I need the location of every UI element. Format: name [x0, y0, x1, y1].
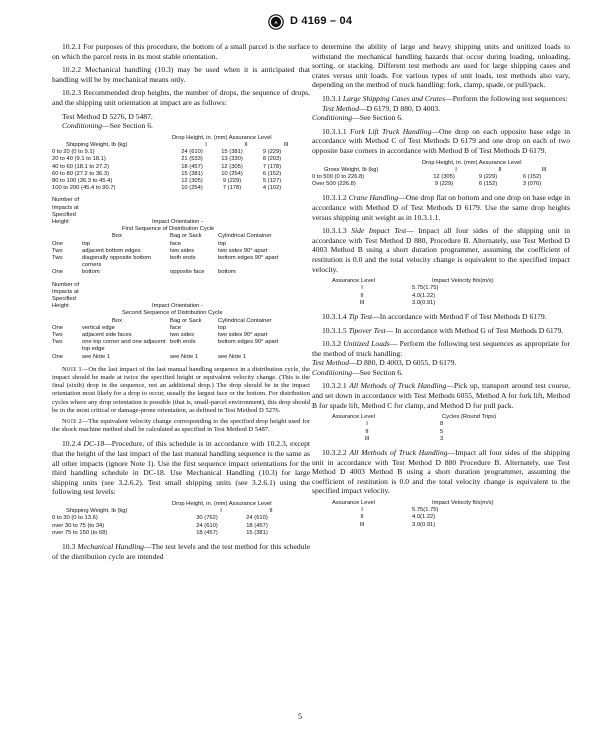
- table-cell: 5: [440, 428, 444, 435]
- note-2: Note 2—The equivalent velocity change corresponding to the specified drop height used for the shock machine method shall be calculated as specified in Test Method D 5487.: [52, 418, 310, 434]
- table-row: [52, 255, 310, 269]
- table-cell: 15 (381): [221, 149, 243, 156]
- paragraph: 10.3.2.1 All Methods of Truck Handling—Pick up, transport around test course, and set down in accordance with Test Methods 6055, Method A for fork lift, Method B for spade lift, Method C for clamp, and Method D for pull pack.: [312, 381, 571, 410]
- table-cell: 18 (457): [246, 522, 268, 529]
- table-cell: over 75 to 150 (to 68): [52, 529, 108, 536]
- table-cell: both ends: [170, 339, 196, 346]
- table-cell: 9 (229): [434, 181, 454, 188]
- table-cell: III: [359, 299, 365, 306]
- paragraph: 10.3.1 Large Shipping Cases and Crates—Perform the following test sequences:: [322, 93, 568, 103]
- table-cell: III: [364, 435, 370, 442]
- table-cell: 5.75(1.75): [412, 507, 439, 514]
- table-cell: 12 (305): [181, 177, 203, 184]
- table-row: [312, 429, 570, 436]
- paragraph: 10.3.1.5 Tipover Test— In accordance with Method G of Test Methods D 6179.: [322, 325, 564, 335]
- paragraph: 10.2.1 For purposes of this procedure, the bottom of a small parcel is the surface on which the parcel rests in its most stable orientation.: [52, 42, 310, 61]
- table-cell: 6 (152): [262, 170, 282, 177]
- left-column: [52, 42, 310, 565]
- table-cell: adjacent bottom edges: [82, 247, 141, 254]
- table-row: [52, 185, 310, 192]
- paragraph: 10.3.2.2 All Methods of Truck Handling—Impact all four sides of the shipping unit in accordance with Test Method D 880 Procedure B. Alternately, use Test Method D 4003 Method B using a short duration programmer, assuming the coefficient of restitution is 0.0 and the total velocity change is equivalent to the specified impact velocity.: [312, 448, 571, 496]
- cycles-table: Assurance Level Cycles (Round Trips) I 8 II 5 III 3: [312, 414, 570, 443]
- table-cell: opposite face: [170, 269, 205, 276]
- table-cell: 100 to 200 (45.4 to 90.7): [52, 185, 116, 192]
- gross-weight-table: Drop Height, in. (mm) Assurance Level Gross Weight, lb (kg) I II III 0 to 500 (0 to 226.8) 12 (305) 9 (229) 6 (152) Over 500 (226.8) 9 (229) 6 (152) 3 (076): [312, 160, 570, 189]
- table-row: [52, 178, 310, 185]
- table-cell: adjacent side faces: [82, 332, 132, 339]
- table-cell: 6 (152): [478, 181, 498, 188]
- table-cell: 0 to 30 (0 to 13.6): [52, 515, 98, 522]
- table-cell: 18 (457): [196, 529, 218, 536]
- table-cell: Over 500 (226.8): [312, 181, 356, 188]
- table-cell: two sides 90° apart: [218, 332, 268, 339]
- table-cell: diagonally opposite bottom corners: [82, 255, 151, 269]
- table-cell: bottom: [82, 269, 100, 276]
- table-row: [52, 241, 310, 248]
- table-cell: 24 (610): [181, 149, 203, 156]
- table-cell: 8: [440, 421, 444, 428]
- impact-velocity-table-2: Assurance Level Impact Velocity ft/s(m/s) I 5.75(1.75) II 4.0(1.22) III 3.0(0.91): [312, 500, 570, 529]
- paragraph: to determine the ability of large and heavy shipping units and unitized loads to withstand the mechanical handling hazards that occur during loading, unloading, sorting, or stacking. Different test methods are used for large shipping cases and crates versus unit loads. For various types of unit loads, test methods also vary, depending on the method of truck handling: fork, clamp, spade, or pull/pack.: [312, 42, 570, 90]
- table-row: [52, 156, 310, 163]
- svg-text:A: A: [274, 20, 278, 25]
- table-cell: 4.0(1.22): [412, 292, 436, 299]
- table-cell: bottom edges 90° apart: [218, 255, 279, 261]
- table-cell: 10 (254): [221, 170, 243, 177]
- conditioning-line: Conditioning—See Section 6.: [312, 367, 403, 377]
- table-cell: One: [52, 269, 63, 276]
- conditioning-line: Conditioning—See Section 6.: [62, 121, 153, 131]
- table-cell: 12 (305): [433, 173, 455, 180]
- table-cell: III: [359, 521, 365, 528]
- table-cell: I: [361, 285, 363, 292]
- standard-designation: D 4169 – 04: [290, 15, 353, 27]
- table-cell: One: [52, 324, 63, 331]
- table-row: [52, 248, 310, 255]
- table-cell: II: [360, 514, 364, 521]
- table-cell: vertical edge: [82, 324, 115, 331]
- table-cell: I: [366, 421, 368, 428]
- table-cell: bottom: [218, 269, 236, 276]
- table-cell: top: [218, 324, 227, 331]
- table-cell: 40 to 60 (18.1 to 27.2): [52, 163, 110, 170]
- first-sequence-table: Number of Impacts at Specified Height Impact Orientation - First Sequence of Distribution Cycle Box Bag or Sack Cylindrical Container One top face top Two adjacent bottom edges two sides two sides 90° apart Two diagonally opposite bottom corners both ends bottom edges 90° apart One bottom opposite face bottom: [52, 197, 310, 276]
- table-cell: face: [170, 240, 181, 247]
- table-cell: 0 to 20 (0 to 9.1): [52, 149, 95, 156]
- table-cell: 0 to 500 (0 to 226.8): [312, 173, 365, 180]
- table-row: [52, 530, 310, 537]
- table-cell: see Note 1: [82, 353, 111, 360]
- test-method-line: Test Method—D 6179, D 880, D 4003.: [322, 103, 441, 113]
- table-row: [52, 171, 310, 178]
- table-row: [52, 149, 310, 156]
- table-row: [52, 325, 310, 332]
- table-cell: 9 (229): [222, 177, 242, 184]
- table-row: [52, 339, 310, 353]
- table-cell: 12 (305): [221, 163, 243, 170]
- table-row: [312, 522, 570, 529]
- paragraph: 10.3.2 Unitized Loads— Perform the following test sequences as appropriate for the method of truck handling:: [312, 339, 570, 358]
- table-cell: Two: [52, 255, 63, 261]
- paragraph: 10.3 Mechanical Handling—The test levels and the test method for this schedule of the distribution cycle are intended: [52, 542, 311, 561]
- table-row: [52, 164, 310, 171]
- drop-height-table: Drop Height, in. (mm) Assurance Level Shipping Weight, lb (kg) I II III 0 to 20 (0 to 9.1) 24 (610) 15 (381) 9 (229) 20 to 40 (9.1 to 18.1) 21 (533) 13 (330) 8 (203) 40 to 60 (18.1 to 27.2) 18 (457) 12 (305) 7 (178) 60 to 80 (27.2 to 36.3) 15 (381) 10 (254) 6 (152) 80 to 100 (36.3 to 45.4) 12 (305) 9 (229) 5 (127) 100 to 200 (45.4 to 90.7) 10 (254) 7 (178) 4 (102): [52, 135, 310, 193]
- table-cell: both ends: [170, 255, 196, 261]
- table-cell: 3 (076): [522, 181, 542, 188]
- paragraph: 10.3.1.3 Side Impact Test— Impact all four sides of the shipping unit in accordance with Test Method D 880, Procedure B. Alternately, use Test Method D 4003 Method B using a short duration programmer, assuming the coefficient of restitution is 0.0 and the total velocity change is equivalent to the specified impact velocity.: [312, 226, 571, 274]
- table-row: [312, 293, 570, 300]
- table-cell: 15 (381): [181, 170, 203, 177]
- table-cell: 21 (533): [181, 156, 203, 163]
- table-cell: see Note 1: [170, 353, 199, 360]
- table-cell: II: [360, 292, 364, 299]
- table-cell: two sides: [170, 247, 195, 254]
- table-cell: 5.75(1.75): [412, 285, 439, 292]
- table-cell: 7 (178): [262, 163, 282, 170]
- table-cell: two sides: [170, 332, 195, 339]
- table-cell: 4.0(1.22): [412, 514, 436, 521]
- table-cell: one top corner and one adjacent top edge: [82, 339, 166, 353]
- table-row: [312, 507, 570, 514]
- table-cell: 10 (254): [181, 185, 203, 192]
- page-number: 5: [298, 712, 302, 721]
- astm-logo-icon: [268, 14, 284, 30]
- table-cell: 15 (381): [246, 529, 268, 536]
- table-row: [312, 436, 570, 443]
- table-row: [312, 421, 570, 428]
- table-row: [312, 174, 570, 181]
- paragraph: 10.3.1.2 Crane Handling—One drop flat on bottom and one drop on base edge in accordance with Method D of Test Methods D 6179. Use the same drop heights versus shipping unit weight as in 10.3.1.1.: [312, 193, 571, 222]
- table-row: [312, 300, 570, 307]
- table-cell: 9 (229): [262, 149, 282, 156]
- table-cell: 6 (152): [522, 173, 542, 180]
- table-cell: two sides 90° apart: [218, 247, 268, 254]
- table-cell: 4 (102): [262, 185, 282, 192]
- table-cell: Two: [52, 332, 63, 339]
- conditioning-line: Conditioning—See Section 6.: [312, 113, 403, 123]
- table-cell: 9 (229): [478, 173, 498, 180]
- second-sequence-table: Number of Impacts at Specified Height Impact Orientation - Second Sequence of Distribution Cycle Box Bag or Sack Cylindrical Container One vertical edge face top Two adjacent side faces two sides two sides 90° apart Two one top corner and one adjacent top edge both ends bottom edges 90° apart One see Note 1 see Note 1 see Note 1: [52, 282, 310, 361]
- paragraph: 10.3.1.1 Fork Lift Truck Handling—One drop on each opposite base edge in accordance with Method C of Test Methods D 6179 and one drop on each of two opposite base corners in accordance with Method B of Test Methods D 6179.: [312, 126, 570, 155]
- dc18-drop-height-table: Drop Height, in. (mm) Assurance Level Shipping Weight, lb (kg) I II 0 to 30 (0 to 13.6) 30 (762) 24 (610) over 30 to 75 (to 34) 24 (610) 18 (457) over 75 to 150 (to 68) 18 (457) 15 (381): [52, 501, 310, 537]
- test-method-line: Test Method—D 880, D 4003, D 6055, D 6179.: [312, 358, 457, 368]
- paragraph: 10.2.2 Mechanical handling (10.3) may be used when it is anticipated that handling will be by mechanical means only.: [52, 65, 310, 84]
- table-cell: 13 (330): [221, 156, 243, 163]
- table-cell: top: [218, 240, 227, 247]
- impact-velocity-table: Assurance Level Impact Velocity ft/s(m/s) I 5.75(1.75) II 4.0(1.22) III 3.0(0.91): [312, 278, 570, 307]
- table-row: [312, 181, 570, 188]
- paragraph: 10.2.4 DC-18—Procedure, of this schedule is in accordance with 10.2.3, except that the height of the last impact of the last manual handling sequence is the same as all other impacts (ignore Note 1). Use the first sequence impact orientations for the third handling schedule in DC-18. Use Mechanical Handling (10.3) for large shipping units (see 3.2.6.2). Test small shipping units (see 3.2.6.1) using the following test levels:: [52, 439, 310, 497]
- table-row: [52, 523, 310, 530]
- table-cell: Two: [52, 339, 63, 346]
- paragraph: 10.3.1.4 Tip Test—In accordance with Method F of Test Methods D 6179.: [322, 311, 547, 321]
- table-cell: 3: [440, 435, 444, 442]
- table-cell: One: [52, 240, 63, 247]
- test-method-line: Test Method D 5276, D 5487.: [62, 111, 153, 121]
- table-cell: 80 to 100 (36.3 to 45.4): [52, 177, 113, 184]
- right-column: [312, 42, 570, 534]
- table-cell: top: [82, 240, 91, 247]
- table-cell: face: [170, 324, 181, 331]
- table-row: [52, 332, 310, 339]
- table-cell: 3.0(0.91): [412, 521, 436, 528]
- table-row: [52, 354, 310, 361]
- table-cell: 24 (610): [246, 515, 268, 522]
- paragraph: 10.2.3 Recommended drop heights, the number of drops, the sequence of drops, and the shipping unit orientation at impact are as follows:: [52, 88, 310, 107]
- table-cell: Two: [52, 247, 63, 254]
- table-row: [312, 514, 570, 521]
- table-cell: I: [361, 507, 363, 514]
- table-cell: One: [52, 353, 63, 360]
- table-cell: 20 to 40 (9.1 to 18.1): [52, 156, 106, 163]
- note-1: Note 1—On the last impact of the last manual handling sequence in a distribution cycle, the impact should be made at twice the specified height or equivalent velocity change. (This is the final (sixth) drop in the sequence, not an additional drop.) The drop should be in the impact orientation most likely for a drop to occur, usually the largest face or the bottom. For distribution cycles where any drop orientation is possible (that is, small-parcel environment), this drop should be in the most critical or damage-prone orientation, as defined in Test Method D 5276.: [52, 365, 310, 414]
- table-cell: II: [365, 428, 369, 435]
- table-cell: 30 (762): [196, 515, 218, 522]
- table-cell: bottom edges 90° apart: [218, 339, 279, 346]
- table-row: [52, 515, 310, 522]
- table-cell: 8 (203): [262, 156, 282, 163]
- table-cell: 60 to 80 (27.2 to 36.3): [52, 170, 110, 177]
- page-header: [0, 14, 600, 34]
- table-cell: see Note 1: [218, 353, 247, 360]
- table-cell: 3.0(0.91): [412, 299, 436, 306]
- table-row: [52, 269, 310, 276]
- table-cell: 24 (610): [196, 522, 218, 529]
- table-cell: 18 (457): [181, 163, 203, 170]
- table-cell: 7 (178): [222, 185, 242, 192]
- table-cell: over 30 to 75 (to 34): [52, 522, 105, 529]
- table-row: [312, 285, 570, 292]
- table-cell: 5 (127): [262, 177, 282, 184]
